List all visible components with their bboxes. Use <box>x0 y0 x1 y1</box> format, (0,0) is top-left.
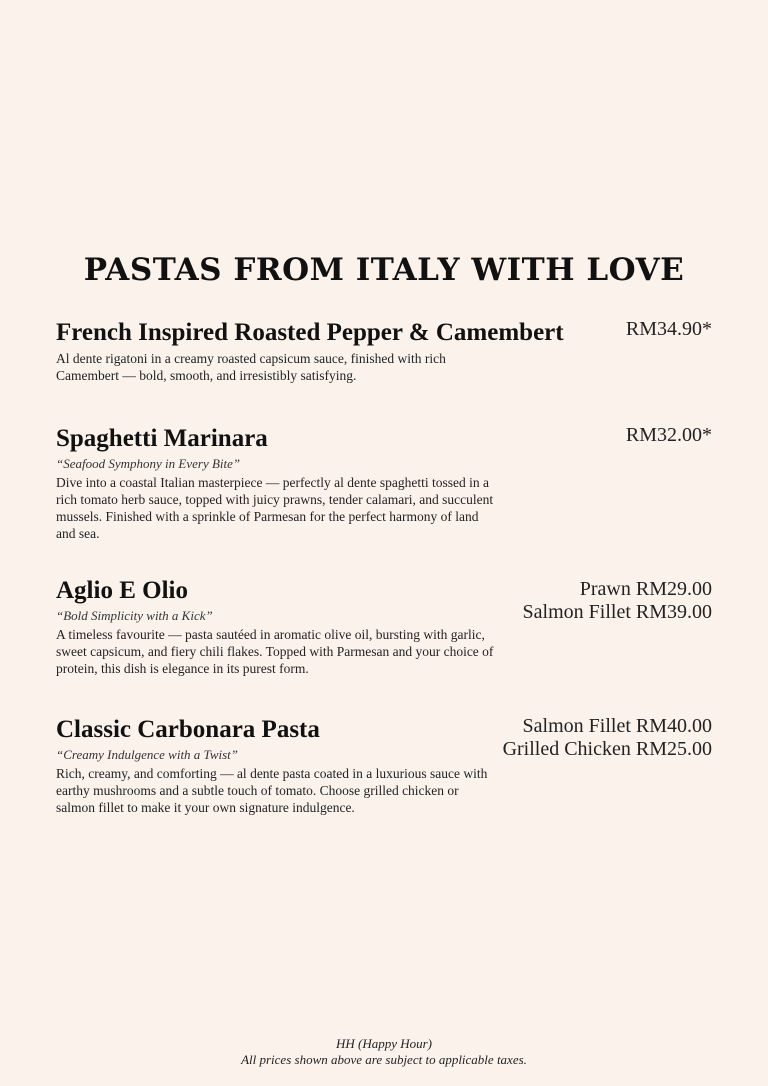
price: RM32.00* <box>625 424 712 446</box>
item-tagline: “Creamy Indulgence with a Twist” <box>56 747 238 762</box>
menu-item-spaghetti-marinara <box>56 424 712 542</box>
price-block <box>523 578 712 624</box>
item-name: French Inspired Roasted Pepper & Camembert <box>56 319 564 346</box>
footer-happy-hour-note: HH (Happy Hour) <box>335 1036 433 1051</box>
footer <box>0 1036 768 1068</box>
item-name: Classic Carbonara Pasta <box>56 716 320 743</box>
price: RM34.90* <box>625 318 712 340</box>
footer-tax-note: All prices shown above are subject to applicable taxes. <box>241 1052 527 1067</box>
item-description: A timeless favourite — pasta sautéed in aromatic olive oil, bursting with garlic, sweet capsicum, and fiery chili flakes. Topped with Parmesan and your choice of protein, this dish is elegance in its purest form. <box>56 627 494 676</box>
menu-item-aglio-e-olio <box>56 576 712 677</box>
price-block <box>626 318 712 341</box>
price-prawn: Prawn RM29.00 <box>579 578 712 600</box>
price-block <box>626 424 712 447</box>
item-description: Dive into a coastal Italian masterpiece — perfectly al dente spaghetti tossed in a rich tomato herb sauce, topped with juicy prawns, tender calamari, and succulent mussels. Finished with a sprinkle of Parmesan for the perfect harmony of land and sea. <box>56 475 494 541</box>
item-description: Rich, creamy, and comforting — al dente pasta coated in a luxurious sauce with earthy mushrooms and a subtle touch of tomato. Choose grilled chicken or salmon fillet to make it your own signature indulgence. <box>56 766 488 815</box>
menu-item-roasted-pepper-camembert <box>56 318 712 384</box>
item-name: Spaghetti Marinara <box>56 425 268 452</box>
page-title: PASTAS FROM ITALY WITH LOVE <box>83 252 685 288</box>
price-salmon-fillet: Salmon Fillet RM39.00 <box>522 601 712 623</box>
price-salmon-fillet: Salmon Fillet RM40.00 <box>522 715 712 737</box>
item-tagline: “Seafood Symphony in Every Bite” <box>56 456 241 471</box>
price-grilled-chicken: Grilled Chicken RM25.00 <box>502 738 712 760</box>
menu-item-classic-carbonara <box>56 715 712 816</box>
price-block <box>503 715 712 761</box>
item-description: Al dente rigatoni in a creamy roasted capsicum sauce, finished with rich Camembert — bold, smooth, and irresistibly satisfying. <box>56 351 446 383</box>
item-name: Aglio E Olio <box>56 577 188 604</box>
item-tagline: “Bold Simplicity with a Kick” <box>56 608 213 623</box>
